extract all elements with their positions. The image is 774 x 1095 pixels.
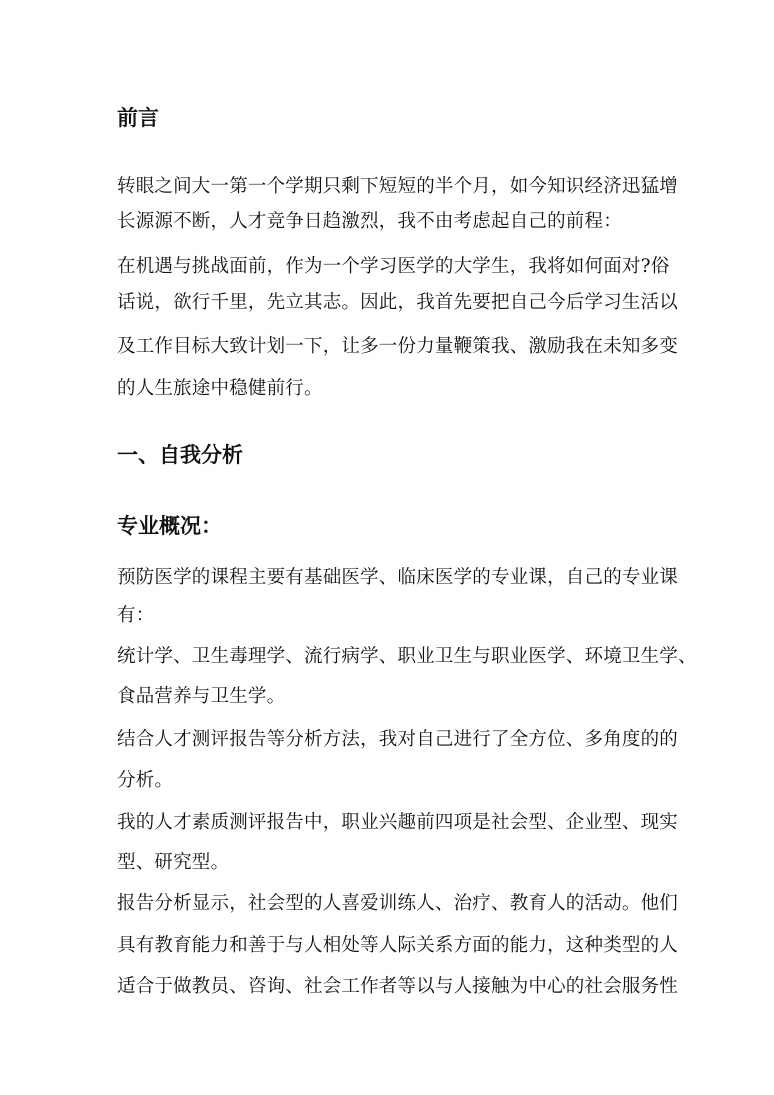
paragraph-line: 具有教育能力和善于与人相处等人际关系方面的能力，这种类型的人 [117,935,679,956]
paragraph-line: 食品营养与卫生学。 [117,686,286,707]
paragraph-line: 在机遇与挑战面前，作为一个学习医学的大学生，我将如何面对?俗 [117,256,670,277]
paragraph-line: 有： [117,605,155,626]
paragraph-line: 分析。 [117,770,174,791]
paragraph-line: 型、研究型。 [117,852,230,873]
paragraph-line: 适合于做教员、咨询、社会工作者等以与人接触为中心的社会服务性 [117,976,679,997]
paragraph-line: 报告分析显示，社会型的人喜爱训练人、治疗、教育人的活动。他们 [117,893,679,914]
major-overview-heading: 专业概况： [117,513,222,538]
paragraph-line: 的人生旅途中稳健前行。 [117,378,323,399]
paragraph-line: 预防医学的课程主要有基础医学、临床医学的专业课，自己的专业课 [117,567,679,588]
paragraph-line: 统计学、卫生毒理学、流行病学、职业卫生与职业医学、环境卫生学、 [117,646,697,667]
paragraph-line: 我的人才素质测评报告中，职业兴趣前四项是社会型、企业型、现实 [117,812,679,833]
self-analysis-heading: 一、自我分析 [117,442,243,467]
preface-heading: 前言 [117,105,159,130]
paragraph-line: 结合人才测评报告等分析方法，我对自己进行了全方位、多角度的的 [117,729,679,750]
paragraph-line: 话说，欲行千里，先立其志。因此，我首先要把自己今后学习生活以 [117,292,679,313]
paragraph-line: 转眼之间大一第一个学期只剩下短短的半个月，如今知识经济迅猛增 [117,176,679,197]
paragraph-line: 及工作目标大致计划一下，让多一份力量鞭策我、激励我在未知多变 [117,336,679,357]
paragraph-line: 长源源不断，人才竞争日趋激烈，我不由考虑起自己的前程： [117,211,622,232]
